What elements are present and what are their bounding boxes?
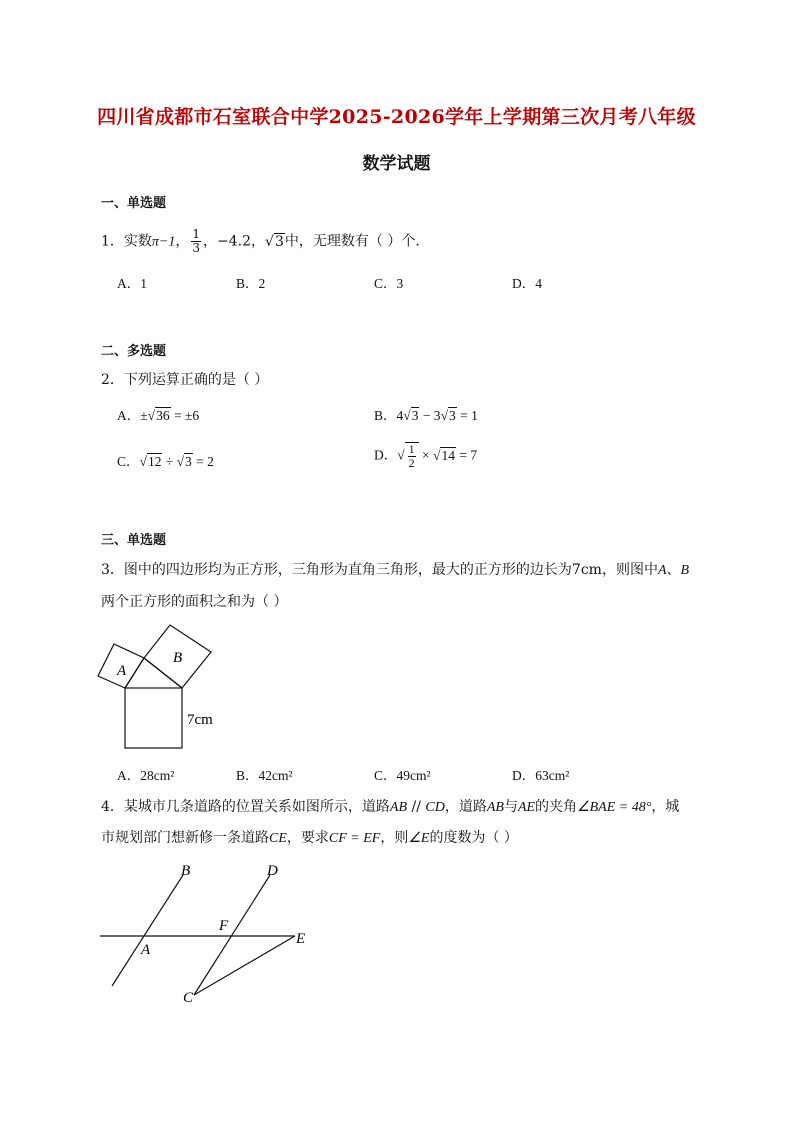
sqrt-expr: √36	[147, 408, 170, 423]
option-a[interactable]: A．1	[117, 276, 147, 291]
label-a: A	[117, 663, 127, 679]
sqrt-expr: √ $\frac{1}{2}$	[397, 442, 418, 470]
radicand: 12	[147, 454, 162, 469]
sqrt-expr: √3	[403, 408, 419, 423]
question-4-line-2	[101, 828, 518, 849]
option-b[interactable]: B．2	[236, 276, 266, 291]
math-expr: ∠BAE = 48°	[577, 800, 652, 815]
math-expr: ÷	[162, 454, 177, 469]
option-label: D．	[374, 447, 398, 463]
math-expr: ±	[140, 408, 148, 423]
fraction-denominator: 2	[408, 456, 415, 470]
option-d[interactable]: D．63cm²	[512, 768, 570, 783]
question-text: 市规划部门想新修一条道路	[101, 830, 269, 846]
option-b[interactable]: B．42cm²	[236, 768, 293, 783]
question-text: 、	[666, 562, 681, 578]
math-expr: = 7	[455, 447, 478, 463]
question-text: 实数	[123, 233, 152, 250]
sqrt-expr: √14	[433, 447, 455, 463]
radicand: 3	[448, 408, 456, 423]
option-d[interactable]	[374, 442, 477, 470]
question-text: 与	[503, 799, 518, 815]
question-number: 3．	[101, 562, 124, 578]
label-b: B	[173, 650, 183, 666]
math-expr: ∠E	[408, 831, 430, 846]
squares-figure	[90, 618, 230, 758]
question-text: ，要求	[286, 830, 329, 846]
sqrt-expr: √3	[265, 233, 284, 250]
option-b[interactable]	[374, 404, 478, 424]
option-d[interactable]: D．4	[512, 276, 542, 291]
sqrt-expr: √3	[176, 454, 192, 469]
math-var: A	[657, 563, 667, 578]
question-4	[101, 797, 679, 818]
label-c: C	[183, 990, 194, 1006]
sqrt-expr: √12	[139, 454, 162, 469]
radicand: 36	[156, 408, 170, 423]
road-cd	[194, 875, 270, 995]
question-text: ，则	[380, 830, 409, 846]
math-var: CD	[425, 800, 445, 815]
fraction	[191, 228, 201, 255]
question-1: 1．实数π−1， $\frac{1}{3}$ ，−4.2，√3中，无理数有（ ）个．	[101, 227, 430, 255]
question-text: ，城	[651, 799, 680, 815]
section-heading-single-choice-2: 三、单选题	[101, 533, 167, 548]
option-c[interactable]: C．49cm²	[374, 768, 431, 783]
document-subtitle: 数学试题	[362, 154, 431, 174]
question-number: 1．	[101, 233, 124, 250]
option-a[interactable]: A．28cm²	[117, 768, 175, 783]
road-ab	[112, 875, 183, 986]
radicand: 3	[274, 233, 284, 250]
label-side-length: 7cm	[187, 712, 213, 728]
radicand: 3	[185, 454, 192, 469]
question-number: 2．	[101, 372, 124, 388]
question-3	[101, 560, 689, 581]
option-label: B．	[374, 408, 397, 423]
fraction	[408, 443, 416, 470]
question-text: 中，无理数有（ ）个．	[284, 233, 430, 250]
document-title: 四川省成都市石室联合中学2025-2026学年上学期第三次月考八年级	[97, 106, 696, 128]
section-heading-multiple-choice: 二、多选题	[101, 344, 167, 359]
question-text: 某城市几条道路的位置关系如图所示，道路	[123, 799, 390, 815]
roads-figure	[95, 860, 325, 1010]
label-d: D	[267, 863, 278, 879]
math-expr: ×	[418, 447, 434, 463]
math-expr: CF = EF	[328, 831, 381, 846]
radicand: 14	[441, 447, 455, 463]
math-expr: −4.2	[217, 233, 252, 250]
question-number: 4．	[101, 799, 124, 815]
label-f: F	[219, 918, 229, 934]
label-a: A	[141, 942, 151, 958]
option-c[interactable]: C．3	[374, 276, 404, 291]
math-expr: = 1	[456, 408, 478, 423]
road-ce	[194, 936, 295, 995]
fraction-numerator: 1	[408, 442, 415, 456]
fraction-denominator: 3	[192, 241, 201, 255]
math-expr: 4	[396, 408, 404, 423]
question-text: 的夹角	[535, 799, 578, 815]
option-label: C．	[117, 454, 140, 469]
math-var: B	[680, 563, 690, 578]
section-heading-single-choice: 一、单选题	[101, 196, 167, 211]
option-label: A．	[117, 408, 141, 423]
math-var: AE	[517, 800, 536, 815]
label-b: B	[181, 863, 191, 879]
sqrt-expr: √3	[440, 408, 456, 423]
question-2	[101, 370, 268, 390]
question-text: 图中的四边形均为正方形，三角形为直角三角形，最大的正方形的边长为7cm，则图中	[123, 562, 658, 578]
radicand: 3	[411, 408, 419, 423]
math-expr: π−1	[151, 234, 176, 250]
math-expr: = 2	[192, 454, 214, 469]
math-expr: = ±6	[170, 408, 200, 423]
question-text: 的度数为（ ）	[429, 830, 518, 846]
math-var: CE	[269, 831, 287, 846]
math-var: AB	[389, 800, 408, 815]
label-e: E	[296, 931, 306, 947]
option-c[interactable]	[117, 450, 214, 470]
math-expr: //	[407, 799, 426, 815]
question-text: ，道路	[444, 799, 487, 815]
question-3-line-2: 两个正方形的面积之和为（ ）	[101, 594, 288, 610]
math-var: AB	[486, 800, 504, 815]
option-a[interactable]	[117, 404, 199, 424]
fraction-numerator: 1	[192, 227, 201, 241]
question-text: 下列运算正确的是（ ）	[123, 372, 269, 388]
large-square	[125, 688, 182, 748]
triangle-leg	[125, 658, 144, 688]
math-expr: − 3	[419, 408, 441, 423]
